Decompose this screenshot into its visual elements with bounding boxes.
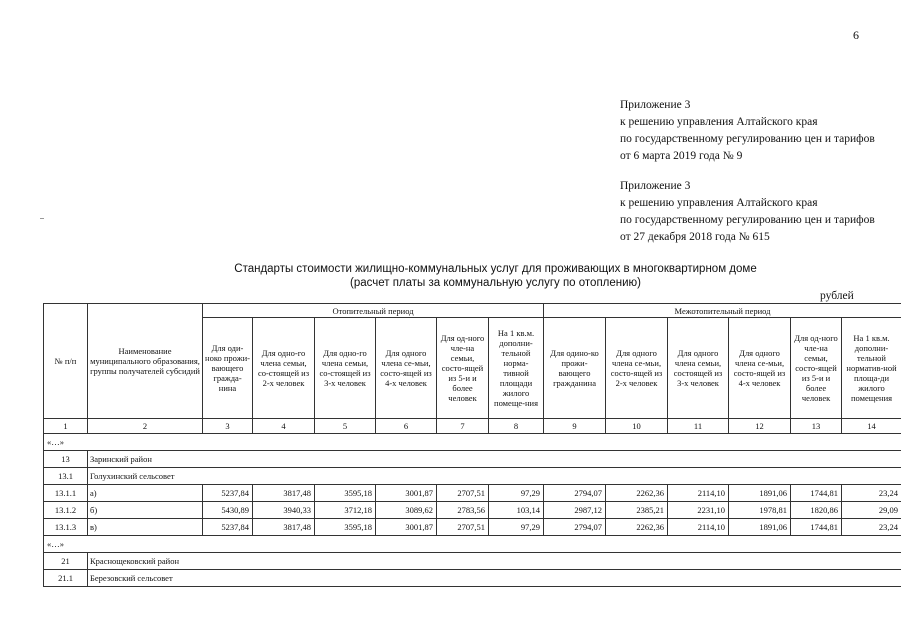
value-cell: 2707,51 (437, 485, 489, 502)
row-number: 13.1 (44, 468, 88, 485)
row-name: а) (88, 485, 203, 502)
appendix-line: Приложение 3 (620, 180, 691, 192)
appendix-line: Приложение 3 (620, 99, 691, 111)
value-cell: 2794,07 (544, 485, 606, 502)
title-line-2: (расчет платы за коммунальную услугу по отоплению) (349, 277, 642, 289)
ellipsis-row-text: «…» (44, 434, 901, 451)
column-number: 10 (606, 419, 668, 434)
column-number: 12 (729, 419, 791, 434)
appendix-block-1 (620, 97, 875, 165)
value-cell: 97,29 (489, 485, 544, 502)
column-number: 13 (791, 419, 842, 434)
header-heating-col: Для одно-го члена семьи, со-стоящей из 3-х человек (315, 318, 376, 419)
value-cell: 103,14 (489, 502, 544, 519)
value-cell: 23,24 (842, 485, 901, 502)
row-number: 21 (44, 553, 88, 570)
value-cell: 3940,33 (253, 502, 315, 519)
units-label: рублей (820, 290, 854, 302)
value-cell: 1891,06 (729, 519, 791, 536)
value-cell: 1744,81 (791, 519, 842, 536)
column-number: 8 (489, 419, 544, 434)
value-cell: 2262,36 (606, 519, 668, 536)
value-cell: 2385,21 (606, 502, 668, 519)
row-number: 21.1 (44, 570, 88, 587)
column-number: 6 (376, 419, 437, 434)
row-name: Краснощековский район (88, 553, 901, 570)
value-cell: 2231,10 (668, 502, 729, 519)
value-cell: 2262,36 (606, 485, 668, 502)
row-name: Заринский район (88, 451, 901, 468)
value-cell: 3712,18 (315, 502, 376, 519)
value-cell: 5237,84 (203, 485, 253, 502)
table-row (44, 519, 901, 536)
table-row (44, 451, 901, 468)
page-number: 6 (853, 28, 859, 42)
appendix-line: по государственному регулированию цен и тарифов (620, 133, 875, 145)
value-cell: 1978,81 (729, 502, 791, 519)
ellipsis-row-text: «…» (44, 536, 901, 553)
header-interheating-col: Для одино-ко прожи-вающего гражданина (544, 318, 606, 419)
header-heating-col: Для оди-ноко прожи-вающего гражда-нина (203, 318, 253, 419)
appendix-line: по государственному регулированию цен и тарифов (620, 214, 875, 226)
value-cell: 3001,87 (376, 485, 437, 502)
table-row (44, 553, 901, 570)
row-name: б) (88, 502, 203, 519)
header-heating-period: Отопительный период (203, 304, 544, 318)
title-line-1: Стандарты стоимости жилищно-коммунальных услуг для проживающих в многоквартирном доме (234, 263, 757, 275)
header-heating-col: На 1 кв.м. дополни-тельной норма-тивной площади жилого помеще-ния (489, 318, 544, 419)
row-name: в) (88, 519, 203, 536)
table-row (44, 468, 901, 485)
value-cell: 97,29 (489, 519, 544, 536)
column-number: 4 (253, 419, 315, 434)
value-cell: 3595,18 (315, 519, 376, 536)
value-cell: 1820,86 (791, 502, 842, 519)
appendix-block-2 (620, 178, 875, 246)
value-cell: 2783,56 (437, 502, 489, 519)
document-title (0, 262, 901, 290)
appendix-line: от 27 декабря 2018 года № 615 (620, 231, 770, 243)
header-num: № п/п (44, 304, 88, 419)
header-heating-col: Для од-ного чле-на семьи, состо-ящей из 5-и и более человек (437, 318, 489, 419)
value-cell: 5237,84 (203, 519, 253, 536)
header-interheating-col: Для одного члена се-мьи, состо-ящей из 4-х человек (729, 318, 791, 419)
column-number: 9 (544, 419, 606, 434)
value-cell: 23,24 (842, 519, 901, 536)
value-cell: 3001,87 (376, 519, 437, 536)
value-cell: 1744,81 (791, 485, 842, 502)
value-cell: 2114,10 (668, 519, 729, 536)
column-number: 11 (668, 419, 729, 434)
value-cell: 3817,48 (253, 485, 315, 502)
header-name: Наименование муниципального образования, группы получателей субсидий (88, 304, 203, 419)
value-cell: 2987,12 (544, 502, 606, 519)
row-name: Березовский сельсовет (88, 570, 901, 587)
appendix-line: от 6 марта 2019 года № 9 (620, 150, 743, 162)
header-heating-col: Для одно-го члена семьи, со-стоящей из 2-х человек (253, 318, 315, 419)
value-cell: 29,09 (842, 502, 901, 519)
table-row (44, 485, 901, 502)
row-number: 13.1.1 (44, 485, 88, 502)
header-interheating-col: Для од-ного чле-на семьи, состо-ящей из 5-и и более человек (791, 318, 842, 419)
column-number: 3 (203, 419, 253, 434)
value-cell: 3817,48 (253, 519, 315, 536)
column-number: 1 (44, 419, 88, 434)
column-number: 5 (315, 419, 376, 434)
value-cell: 1891,06 (729, 485, 791, 502)
value-cell: 2707,51 (437, 519, 489, 536)
table-row (44, 536, 901, 553)
column-number: 2 (88, 419, 203, 434)
header-interheating-col: На 1 кв.м. дополни-тельной норматив-ной площа-ди жилого помещения (842, 318, 901, 419)
row-number: 13.1.2 (44, 502, 88, 519)
table-row (44, 502, 901, 519)
column-number: 7 (437, 419, 489, 434)
value-cell: 3595,18 (315, 485, 376, 502)
row-name: Голухинский сельсовет (88, 468, 901, 485)
table-row (44, 570, 901, 587)
column-number: 14 (842, 419, 901, 434)
value-cell: 5430,89 (203, 502, 253, 519)
row-number: 13.1.3 (44, 519, 88, 536)
header-interheating-col: Для одного члена семьи, состоящей из 3-х человек (668, 318, 729, 419)
value-cell: 2114,10 (668, 485, 729, 502)
appendix-line: к решению управления Алтайского края (620, 197, 818, 209)
scan-mark (40, 218, 44, 219)
value-cell: 2794,07 (544, 519, 606, 536)
tariff-table (43, 303, 901, 587)
row-number: 13 (44, 451, 88, 468)
header-interheating-period: Межотопительный период (544, 304, 901, 318)
table-row (44, 434, 901, 451)
header-interheating-col: Для одного члена се-мьи, состо-ящей из 2-х человек (606, 318, 668, 419)
value-cell: 3089,62 (376, 502, 437, 519)
appendix-line: к решению управления Алтайского края (620, 116, 818, 128)
header-heating-col: Для одного члена се-мьи, состо-ящей из 4-х человек (376, 318, 437, 419)
